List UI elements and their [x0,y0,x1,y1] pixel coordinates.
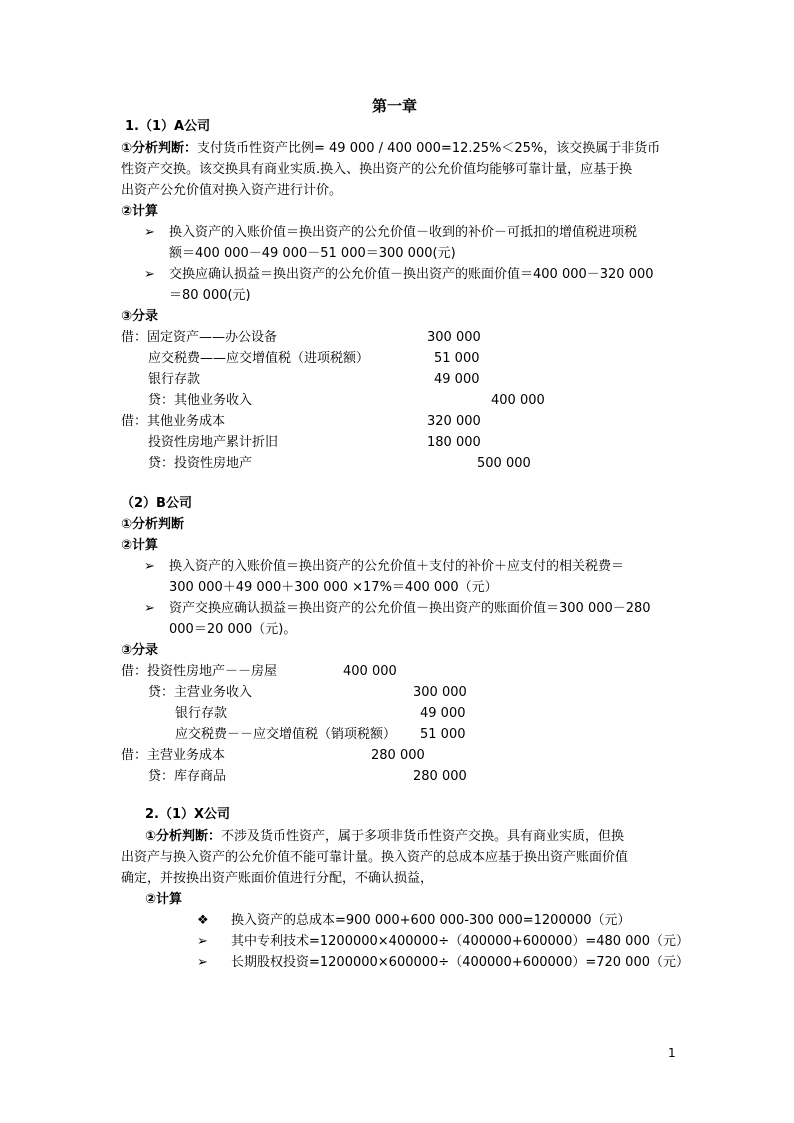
q2-analysis-line2: 出资产与换入资产的公允价值不能可靠计量。换入资产的总成本应基于换出资产账面价值 [121,850,629,865]
journal-entry-amount: 300 000 [413,685,467,700]
q2-item: 换入资产的总成本=900 000+600 000-300 000=1200000（元） [231,913,631,928]
q1-analysis-line1 [121,140,660,158]
journal-entry-label: 借：主营业务成本 [121,748,226,763]
q2-analysis-label: ①分析判断： [145,829,222,844]
journal-entry-amount: 51 000 [434,351,480,366]
journal-entry-amount: 51 000 [420,727,466,742]
journal-entry-amount: 400 000 [343,664,397,679]
q2-analysis-text1: 不涉及货币性资产，属于多项非货币性资产交换。具有商业实质，但换 [221,829,625,844]
journal-entry-label: 银行存款 [148,372,201,387]
q1b-analysis-label: ①分析判断 [121,517,185,532]
q1b-heading: （2）B公司 [121,496,192,511]
journal-entry-label: 借：其他业务成本 [121,414,226,429]
journal-entry-label: 贷：主营业务收入 [148,685,253,700]
diamond-bullet-icon: ❖ [197,913,209,928]
q2-item: 长期股权投资=1200000×600000÷（400000+600000）=720 000（元） [231,955,689,970]
q2-analysis-line1 [145,828,624,846]
journal-entry-label: 借：投资性房地产－－房屋 [121,664,278,679]
arrow-bullet-icon: ➢ [144,225,155,240]
arrow-bullet-icon: ➢ [144,267,155,282]
q2-item: 其中专利技术=1200000×400000÷（400000+600000）=480 000（元） [231,934,689,949]
journal-entry-label: 借：固定资产——办公设备 [121,330,278,345]
journal-entry-label: 贷：其他业务收入 [148,393,253,408]
journal-entry-amount: 280 000 [371,748,425,763]
journal-entry-amount: 280 000 [413,769,467,784]
q1-analysis-label: ①分析判断： [121,141,198,156]
journal-entry-label: 贷：投资性房地产 [148,456,253,471]
q1-heading: 1.（1）A公司 [125,119,211,134]
q1-analysis-line2: 性资产交换。该交换具有商业实质.换入、换出资产的公允价值均能够可靠计量，应基于换 [121,162,633,177]
page-title: 第一章 [372,97,418,115]
journal-entry-label: 投资性房地产累计折旧 [148,435,279,450]
q1b-entry-label: ③分录 [121,643,159,658]
journal-entry-amount: 320 000 [427,414,481,429]
q1-bullet1-line1: 换入资产的入账价值＝换出资产的公允价值－收到的补价－可抵扣的增值税进项税 [169,225,638,240]
q1b-bullet1-line1: 换入资产的入账价值＝换出资产的公允价值＋支付的补价＋应支付的相关税费＝ [169,559,625,574]
journal-entry-amount: 49 000 [434,372,480,387]
journal-entry-amount: 500 000 [477,456,531,471]
q1-calc-label: ②计算 [121,204,159,219]
q1-entry-label: ③分录 [121,309,159,324]
q1-bullet2-line1: 交换应确认损益＝换出资产的公允价值－换出资产的账面价值＝400 000－320 000 [169,267,654,282]
q1-bullet2-line2: ＝80 000(元) [169,288,251,303]
journal-entry-label: 应交税费－－应交增值税（销项税额） [175,727,397,742]
page-number: 1 [668,1046,676,1060]
q1b-bullet1-line2: 300 000＋49 000＋300 000 ×17%＝400 000（元） [169,580,498,595]
q2-heading: 2.（1）X公司 [145,807,231,822]
q1-analysis-text1: 支付货币性资产比例= 49 000 / 400 000=12.25%＜25%，该交换属于非货币 [197,141,661,156]
q1b-bullet2-line1: 资产交换应确认损益＝换出资产的公允价值－换出资产的账面价值＝300 000－280 [169,601,651,616]
journal-entry-amount: 49 000 [420,706,466,721]
q1-bullet1-line2: 额＝400 000－49 000－51 000＝300 000(元) [169,246,456,261]
journal-entry-label: 贷：库存商品 [148,769,227,784]
arrow-bullet-icon: ➢ [197,955,208,970]
q1b-bullet2-line2: 000＝20 000（元)。 [169,622,297,637]
journal-entry-amount: 400 000 [491,393,545,408]
q2-analysis-line3: 确定，并按换出资产账面价值进行分配，不确认损益， [121,871,434,886]
arrow-bullet-icon: ➢ [144,601,155,616]
arrow-bullet-icon: ➢ [144,559,155,574]
journal-entry-amount: 300 000 [427,330,481,345]
arrow-bullet-icon: ➢ [197,934,208,949]
journal-entry-amount: 180 000 [427,435,481,450]
q2-calc-label: ②计算 [145,892,183,907]
q1-analysis-line3: 出资产公允价值对换入资产进行计价。 [121,183,343,198]
q1b-calc-label: ②计算 [121,538,159,553]
journal-entry-label: 应交税费——应交增值税（进项税额） [148,351,370,366]
journal-entry-label: 银行存款 [175,706,228,721]
